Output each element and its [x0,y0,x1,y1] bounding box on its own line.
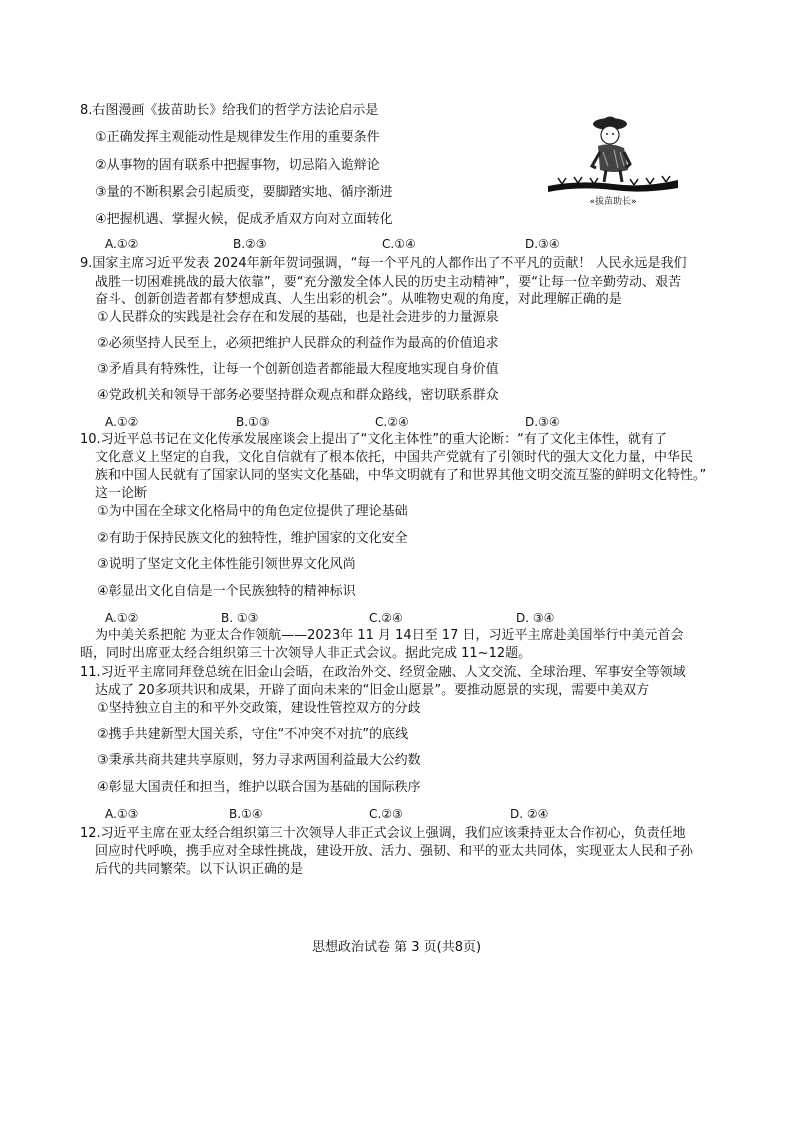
q12-stem-line-1: 12.习近平主席在亚太经合组织第三十次领导人非正式会议上强调，我们应该秉持亚太合作初心，负责任地 [80,826,686,841]
q9-stem-line-2: 战胜一切困难挑战的最大依靠”，要“充分激发全体人民的历史主动精神”，要“让每一位辛勤劳动、艰苦 [95,275,681,290]
cartoon-image [548,108,678,208]
q10-stem-line-1: 10.习近平总书记在文化传承发展座谈会上提出了“文化主体性”的重大论断：“有了文化主体性，就有了 [80,432,667,447]
q8-option-c: C.①④ [382,237,416,251]
farmer-cartoon-icon [548,108,678,208]
q10-item-4: ④彰显出文化自信是一个民族独特的精神标识 [97,584,356,599]
q8-item-4: ④把握机遇、掌握火候，促成矛盾双方向对立面转化 [95,212,393,227]
q8-option-a: A.①② [105,237,139,251]
q9-item-2: ②必须坚持人民至上，必须把维护人民群众的利益作为最高的价值追求 [97,336,499,351]
q8-options [105,237,575,251]
q8-stem: 8.右图漫画《拔苗助长》给我们的哲学方法论启示是 [80,103,379,118]
q11-stem-line-2: 达成了 20多项共识和成果，开辟了面向未来的“旧金山愿景”。要推动愿景的实现，需要中美双方 [95,683,650,698]
q10-option-b: B. ①③ [221,611,259,625]
q9-item-4: ④党政机关和领导干部务必要坚持群众观点和群众路线，密切联系群众 [97,388,499,403]
q11-option-d: D. ②④ [510,807,549,821]
q12-stem-line-3: 后代的共同繁荣。以下认识正确的是 [95,862,304,877]
q10-stem-line-2: 文化意义上坚定的自我，文化自信就有了根本依托，中国共产党就有了引领时代的强大文化力量，中华民 [95,450,694,465]
q11-option-c: C.②③ [369,807,403,821]
material-line-1: 为中美关系把舵 为亚太合作领航——2023年 11 月 14日至 17 日，习近平主席赴美国举行中美元首会 [95,628,684,643]
q11-stem-line-1: 11.习近平主席同拜登总统在旧金山会晤，在政治外交、经贸金融、人文交流、全球治理、军事安全等领域 [80,665,686,680]
q10-item-3: ③说明了坚定文化主体性能引领世界文化风尚 [97,557,356,572]
q10-option-a: A.①② [105,611,139,625]
q10-item-1: ①为中国在全球文化格局中的角色定位提供了理论基础 [97,504,408,519]
page-footer: 思想政治试卷 第 3 页(共8页) [311,940,482,955]
q8-item-2: ②从事物的固有联系中把握事物，切忌陷入诡辩论 [95,158,380,173]
q9-option-d: D.③④ [525,415,560,429]
q8-option-d: D.③④ [525,237,560,251]
q9-option-a: A.①② [105,415,139,429]
q9-stem-line-1: 9.国家主席习近平发表 2024年新年贺词强调，“每一个平凡的人都作出了不平凡的贡献！ 人民永远是我们 [80,256,687,271]
q10-stem-line-4: 这一论断 [95,486,148,501]
q9-item-3: ③矛盾具有特殊性，让每一个创新创造者都能最大程度地实现自身价值 [97,362,499,377]
q11-option-a: A.①③ [105,807,139,821]
q8-item-3: ③量的不断积累会引起质变，要脚踏实地、循序渐进 [95,185,393,200]
q11-item-1: ①坚持独立自主的和平外交政策，建设性管控双方的分歧 [97,701,421,716]
q9-stem-line-3: 奋斗、创新创造者都有梦想成真、人生出彩的机会”。从唯物史观的角度，对此理解正确的是 [95,292,622,307]
q10-option-c: C.②④ [369,611,403,625]
q8-item-1: ①正确发挥主观能动性是规律发生作用的重要条件 [95,130,380,145]
material-line-2: 晤，同时出席亚太经合组织第三十次领导人非正式会议。据此完成 11~12题。 [80,646,532,661]
q10-options [105,611,585,625]
q11-options [105,807,585,821]
q9-options [105,415,575,429]
q11-item-3: ③秉承共商共建共享原则，努力寻求两国利益最大公约数 [97,753,421,768]
q9-option-b: B.①③ [236,415,270,429]
q11-item-4: ④彰显大国责任和担当，维护以联合国为基础的国际秩序 [97,780,421,795]
q9-option-c: C.②④ [375,415,409,429]
q10-stem-line-3: 族和中国人民就有了国家认同的坚实文化基础，中华文明就有了和世界其他文明交流互鉴的鲜明文化特性。” [95,468,707,483]
q9-item-1: ①人民群众的实践是社会存在和发展的基础，也是社会进步的力量源泉 [97,310,499,325]
q8-option-b: B.②③ [233,237,267,251]
q10-option-d: D. ③④ [516,611,555,625]
q10-item-2: ②有助于保持民族文化的独特性，维护国家的文化安全 [97,531,408,546]
q11-item-2: ②携手共建新型大国关系，守住“不冲突不对抗”的底线 [97,727,409,742]
q11-option-b: B.①④ [229,807,263,821]
q12-stem-line-2: 回应时代呼唤，携手应对全球性挑战，建设开放、活力、强韧、和平的亚太共同体，实现亚太人民和子孙 [95,844,694,859]
cartoon-caption: «拔苗助长» [589,197,637,207]
